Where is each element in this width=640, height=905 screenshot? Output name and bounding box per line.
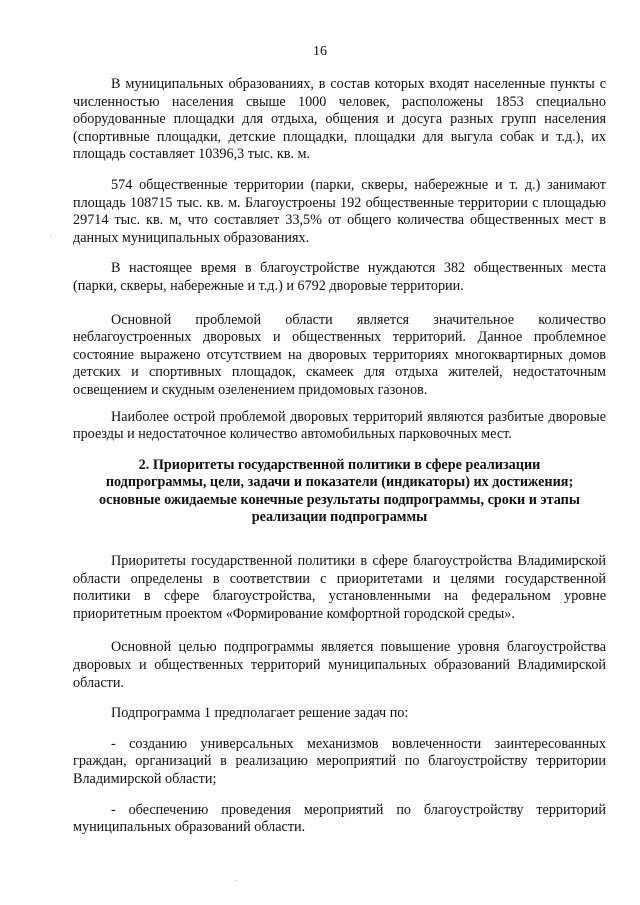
list-item-task-2: - обеспечению проведения мероприятий по благоустройству территорий муниципальных образований области. <box>73 801 606 836</box>
paragraph-needs-improvement: В настоящее время в благоустройстве нуждаются 382 общественных места (парки, скверы, набережные и т.д.) и 6792 дворовые территории. <box>73 260 606 294</box>
section-heading: 2. Приоритеты государственной политики в сфере реализации подпрограммы, цели, задачи и показатели (индикаторы) их достижения; основные ожидаемые конечные результаты подпрограммы, сроки и этапы реализации подпрограммы <box>99 456 580 526</box>
paragraph-main-goal: Основной целью подпрограммы является повышение уровня благоустройства дворовых и общественных территорий муниципальных образований Владимирской области. <box>73 639 606 691</box>
paragraph-public-territories: 574 общественные территории (парки, скверы, набережные и т. д.) занимают площадь 108715 тыс. кв. м. Благоустроены 192 общественные территории с площадью 29714 тыс. кв. м, что составляет 33,5% от общего количества общественных мест в данных муниципальных образованиях. <box>73 176 606 246</box>
scan-speck <box>236 880 237 881</box>
paragraph-priorities: Приоритеты государственной политики в сфере благоустройства Владимирской области определены в соответствии с приоритетами и целями государственной политики в сфере благоустройства, установленными на федеральном уровне приоритетным проектом «Формирование комфортной городской среды». <box>73 553 606 622</box>
document-body <box>73 76 606 837</box>
paragraph-tasks-intro: Подпрограмма 1 предполагает решение задач по: <box>111 705 409 722</box>
paragraph-acute-problem: Наиболее острой проблемой дворовых территорий являются разбитые дворовые проезды и недостаточное количество автомобильных парковочных мест. <box>73 408 606 443</box>
scan-speck <box>50 236 51 237</box>
page-number: 16 <box>313 44 327 59</box>
paragraph-playgrounds: В муниципальных образованиях, в состав которых входят населенные пункты с численностью населения свыше 1000 человек, расположены 1853 специально оборудованные площадки для отдыха, общения и досуга разных групп населения (спортивные площадки, детские площадки, площадки для выгула собак и т.д.), их площадь составляет 10396,3 тыс. кв. м. <box>73 76 606 163</box>
paragraph-main-problem: Основной проблемой области является значительное количество неблагоустроенных дворовых и общественных территорий. Данное проблемное состояние выражено отсутствием на дворовых территориях многоквартирных домов детских и спортивных площадок, скамеек для отдыха жителей, недостаточным освещением и скудным озеленением придомовых газонов. <box>73 311 606 398</box>
list-item-task-1: - созданию универсальных механизмов вовлеченности заинтересованных граждан, организаций в реализацию мероприятий по благоустройству территории Владимирской области; <box>73 735 606 787</box>
